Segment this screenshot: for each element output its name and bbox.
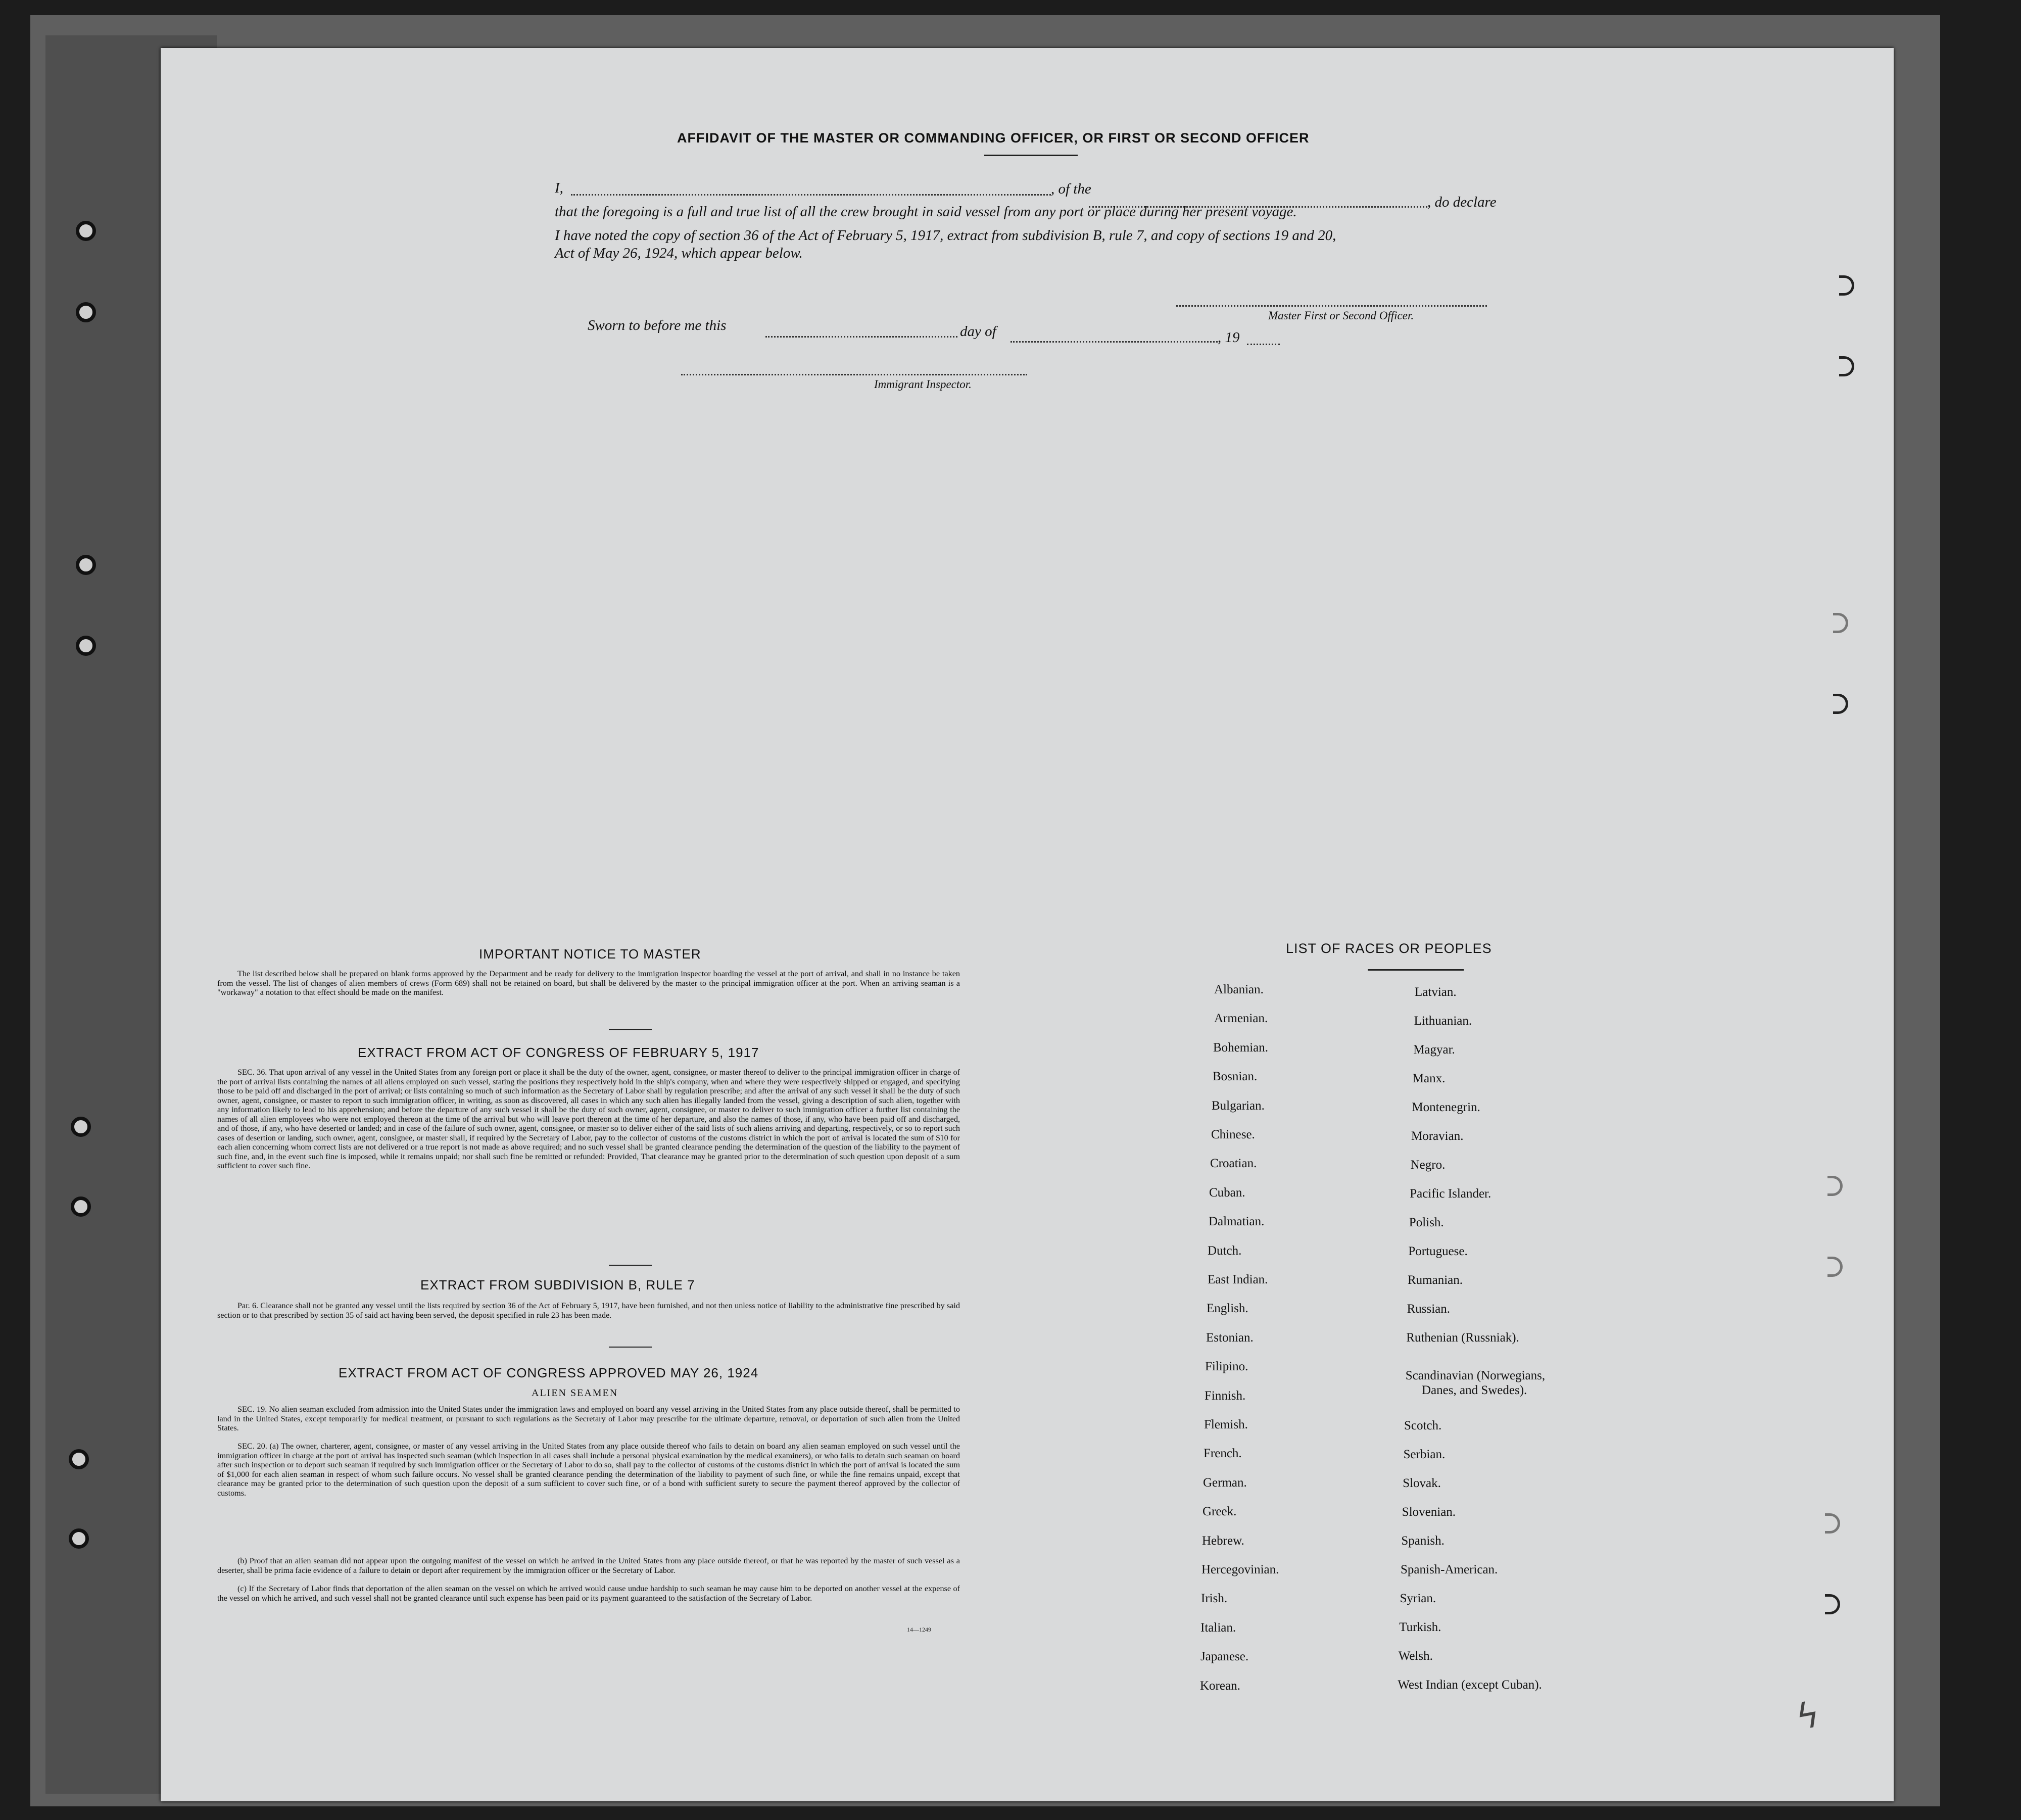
binder-hole xyxy=(76,636,96,656)
race-item: Manx. xyxy=(1412,1072,1446,1085)
year-label: , 19 xyxy=(1218,329,1240,346)
race-item: Russian. xyxy=(1407,1302,1451,1316)
race-item: Korean. xyxy=(1200,1679,1240,1693)
race-item: Irish. xyxy=(1201,1592,1228,1606)
affidavit-i-label: I, xyxy=(555,180,563,196)
inspector-label: Immigrant Inspector. xyxy=(874,378,972,391)
affidavit-line-3: I have noted the copy of section 36 of the Act of February 5, 1917, extract from subdivision B, rule 7, and copy of sections 19 and 20, xyxy=(555,227,1336,244)
extract-1924-title: EXTRACT FROM ACT OF CONGRESS APPROVED MAY 26, 1924 xyxy=(339,1365,759,1380)
race-item: Finnish. xyxy=(1205,1388,1246,1403)
race-item: Flemish. xyxy=(1204,1418,1248,1431)
binder-hole xyxy=(76,221,96,241)
signature-blank[interactable] xyxy=(1176,305,1487,307)
section-rule xyxy=(609,1347,652,1348)
race-item: Dutch. xyxy=(1208,1243,1242,1258)
race-item: Italian. xyxy=(1200,1620,1236,1635)
race-item: Slovak. xyxy=(1403,1476,1441,1490)
race-item: Filipino. xyxy=(1205,1360,1248,1374)
race-item: Scotch. xyxy=(1404,1419,1442,1432)
race-item: Bulgarian. xyxy=(1212,1098,1265,1113)
extract-rule7-title: EXTRACT FROM SUBDIVISION B, RULE 7 xyxy=(420,1277,695,1292)
extract-1924-sec20b: (b) Proof that an alien seaman did not appear upon the outgoing manifest of the vessel on which he arrived in the United States from any place outside thereof, or that he was reported by the master of such vessel as a deserter, shall be prima facie evidence of a failure to detain or deport after requirement by the immigration officer or the Secretary of Labor. xyxy=(217,1556,960,1575)
race-item: Spanish-American. xyxy=(1401,1563,1498,1576)
signature-label: Master First or Second Officer. xyxy=(1268,309,1414,322)
race-item: East Indian. xyxy=(1208,1273,1268,1286)
sworn-month-blank[interactable] xyxy=(1010,341,1218,343)
sworn-year-blank[interactable] xyxy=(1247,344,1280,345)
race-item: Hebrew. xyxy=(1202,1534,1244,1548)
day-of-label: day of xyxy=(960,323,996,340)
title-rule xyxy=(984,155,1078,156)
extract-1924-sec19: SEC. 19. No alien seaman excluded from admission into the United States under the immigration laws and employed on board any vessel arriving in the United States from any place outside thereof, shall be permitted to land in the United States, except temporarily for medical treatment, or pursuant to such regulations as the Secretary of Labor may prescribe for the ultimate departure, removal, or deportation of such alien from the United States. xyxy=(217,1405,960,1432)
race-item: Dalmatian. xyxy=(1209,1215,1265,1229)
name-blank[interactable] xyxy=(571,194,1051,196)
race-item: Spanish. xyxy=(1401,1534,1445,1548)
race-item: Ruthenian (Russniak). xyxy=(1406,1331,1519,1345)
race-item: Greek. xyxy=(1202,1505,1237,1519)
binder-hole xyxy=(69,1528,89,1549)
race-item: Croatian. xyxy=(1210,1157,1257,1171)
affidavit-line-2: that the foregoing is a full and true list of all the crew brought in said vessel from any port or place during her present voyage. xyxy=(555,204,1297,220)
race-item: Lithuanian. xyxy=(1414,1014,1472,1028)
affidavit-of-the: , of the xyxy=(1051,181,1091,197)
extract-1924-subtitle: ALIEN SEAMEN xyxy=(532,1387,618,1399)
races-title: LIST OF RACES OR PEOPLES xyxy=(1286,941,1492,956)
affidavit-line-4: Act of May 26, 1924, which appear below. xyxy=(555,245,803,261)
affidavit-do-declare: , do declare xyxy=(1427,194,1497,210)
race-item: West Indian (except Cuban). xyxy=(1398,1678,1542,1692)
race-item: Cuban. xyxy=(1209,1185,1245,1200)
binder-hole xyxy=(69,1449,89,1469)
notice-title: IMPORTANT NOTICE TO MASTER xyxy=(479,946,701,962)
extract-1917-text: SEC. 36. That upon arrival of any vessel in the United States from any foreign port or place it shall be the duty of the owner, agent, consignee, or master thereof to deliver to the principal immigration officer in charge of the port of arrival lists containing the names of all aliens employed on such vessel, stating the positions they respectively hold in the ship's company, when and where they were respectively shipped or engaged, and specifying those to be paid off and discharged in the port of arrival; or lists containing so much of such information as the Secretary of Labor shall by regulation prescribe; and after the arrival of any such vessel it shall be the duty of such owner, agent, consignee, or master to report to such immigration officer, in writing, as soon as discovered, all cases in which any such alien has illegally landed from the vessel, giving a description of such alien, together with any information likely to lead to his apprehension; and before the departure of any such vessel it shall be the duty of such owner, agent, consignee, or master to deliver to such immigration officer a further list containing the names of all alien employees who were not employed thereon at the time of the arrival but who will leave port thereon at the time of her departure, and also the names of those, if any, who have been paid off and discharged, and of those, if any, who have deserted or landed; and in case of the failure of such owner, agent, consignee, or master so to deliver either of the said lists of such aliens arriving and departing, respectively, or so to report such cases of desertion or landing, such owner, agent, consignee, or master shall, if required by the Secretary of Labor, pay to the collector of customs of the customs district in which the port of arrival is located the sum of $10 for each alien concerning whom correct lists are not delivered or a true report is not made as above required; and no such vessel shall be granted clearance pending the determination of the question of the liability to the payment of such fine, and, in the event such fine is imposed, while it remains unpaid; nor shall such fine be remitted or refunded: Provided, That clearance may be granted prior to the determination of such question upon deposit of a sum sufficient to cover such fine. xyxy=(217,1068,960,1170)
race-item: Scandinavian (Norwegians, xyxy=(1405,1369,1546,1382)
extract-rule7-text: Par. 6. Clearance shall not be granted any vessel until the lists required by section 36 of the Act of February 5, 1917, have been furnished, and not then unless notice of liability to the administrative fine prescribed by said section or to that prescribed by section 35 of said act having been served, the deposit specified in rule 23 has been made. xyxy=(217,1301,960,1320)
race-item: Rumanian. xyxy=(1408,1273,1463,1287)
inspector-blank[interactable] xyxy=(681,374,1027,375)
affidavit-title: AFFIDAVIT OF THE MASTER OR COMMANDING OFFICER, OR FIRST OR SECOND OFFICER xyxy=(677,130,1310,146)
race-item: Negro. xyxy=(1410,1158,1446,1172)
races-title-rule xyxy=(1368,969,1464,971)
pencil-mark: ϟ xyxy=(1793,1693,1823,1739)
binder-hole xyxy=(71,1117,91,1137)
race-item: Portuguese. xyxy=(1408,1244,1468,1258)
race-item: Armenian. xyxy=(1214,1012,1268,1026)
race-item: Bosnian. xyxy=(1213,1070,1258,1084)
race-item: German. xyxy=(1203,1475,1247,1490)
race-item: Welsh. xyxy=(1398,1649,1433,1663)
extract-1924-sec20a: SEC. 20. (a) The owner, charterer, agent, consignee, or master of any vessel arriving in the United States from any place outside thereof who fails to detain on board any alien seaman employed on such vessel until the immigration officer in charge at the port of arrival has inspected such seaman (which inspection in all cases shall include a personal physical examination by the medical examiners), or who fails to detain such seaman on board after such inspection or to deport such seaman if required by such immigration officer or the Secretary of Labor to do so, shall pay to the collector of customs of the customs district in which the port of arrival is located the sum of $1,000 for each alien seaman in respect of whom such failure occurs. No vessel shall be granted clearance pending the determination of the liability to payment of such fine, or while the fine remains unpaid, except that clearance may be granted prior to the determination of such question upon the deposit of a sum sufficient to cover such fine, or of a bond with sufficient surety to secure the payment thereof approved by the collector of customs. xyxy=(217,1442,960,1498)
race-item: Pacific Islander. xyxy=(1410,1187,1491,1201)
race-item: Slovenian. xyxy=(1402,1505,1456,1519)
document-page xyxy=(161,48,1894,1801)
race-item: Syrian. xyxy=(1400,1592,1436,1605)
race-item: French. xyxy=(1204,1447,1242,1461)
race-item: Magyar. xyxy=(1413,1043,1455,1057)
extract-1924-sec20c: (c) If the Secretary of Labor finds that deportation of the alien seaman on the vessel on which he arrived would cause undue hardship to such seaman he may cause him to be deported on another vessel at the expense of the vessel on which he arrived, and such vessel shall not be granted clearance until such expense has been paid or its payment guaranteed to the satisfaction of the Secretary of Labor. xyxy=(217,1584,960,1603)
binder-hole xyxy=(76,302,96,322)
race-item: Danes, and Swedes). xyxy=(1422,1383,1527,1397)
race-item: English. xyxy=(1207,1302,1248,1316)
race-item: Bohemian. xyxy=(1213,1040,1269,1055)
race-item: Montenegrin. xyxy=(1412,1100,1480,1114)
binder-hole xyxy=(71,1196,91,1217)
section-rule xyxy=(609,1029,652,1030)
race-item: Moravian. xyxy=(1411,1129,1464,1143)
race-item: Turkish. xyxy=(1399,1620,1441,1634)
race-item: Hercegovinian. xyxy=(1201,1563,1279,1576)
section-rule xyxy=(609,1265,652,1266)
sworn-day-blank[interactable] xyxy=(765,336,957,338)
race-item: Serbian. xyxy=(1403,1448,1446,1461)
sworn-label: Sworn to before me this xyxy=(588,317,727,333)
form-number: 14—1249 xyxy=(907,1626,931,1633)
race-item: Polish. xyxy=(1409,1216,1444,1229)
race-item: Estonian. xyxy=(1206,1330,1254,1345)
extract-1917-title: EXTRACT FROM ACT OF CONGRESS OF FEBRUARY 5, 1917 xyxy=(358,1045,759,1060)
race-item: Japanese. xyxy=(1200,1650,1249,1664)
binder-hole xyxy=(76,555,96,575)
notice-text: The list described below shall be prepared on blank forms approved by the Department and be ready for delivery to the immigration inspector boarding the vessel at the port of arrival, and shall in no instance be taken from the vessel. The list of changes of alien members of crews (Form 689) shall not be retained on board, but shall be delivered by the master to the principal immigration officer at the port. When an arriving seaman is a "workaway" a notation to that effect should be made on the manifest. xyxy=(217,969,960,997)
race-item: Latvian. xyxy=(1415,985,1457,999)
race-item: Albanian. xyxy=(1214,983,1264,996)
race-item: Chinese. xyxy=(1211,1128,1255,1141)
